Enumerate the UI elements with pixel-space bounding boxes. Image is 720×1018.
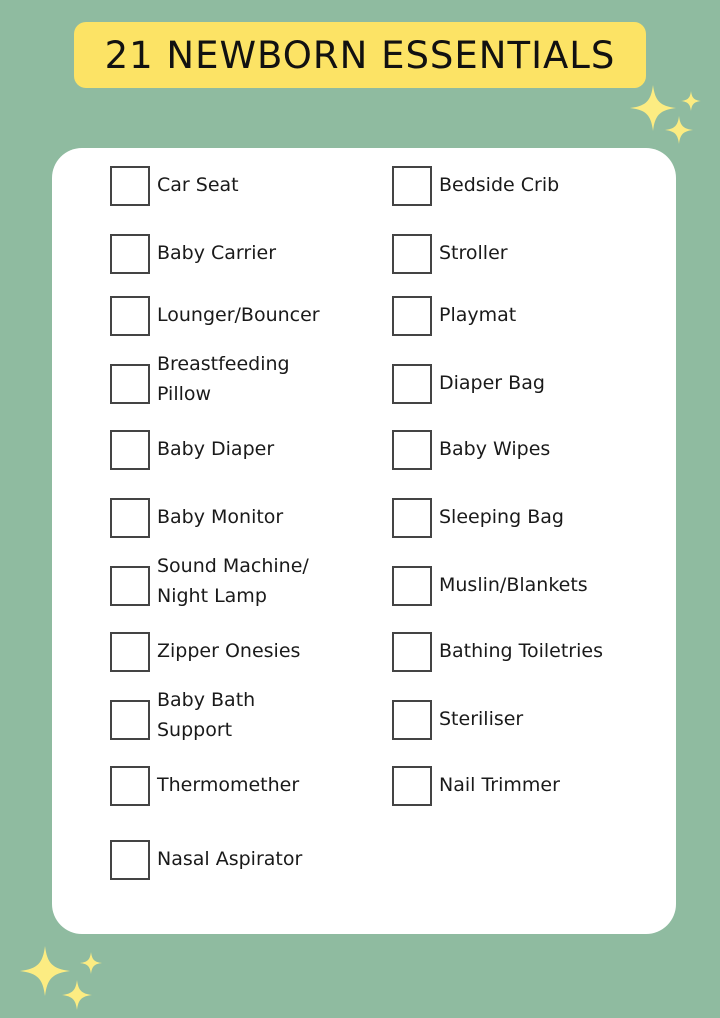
checklist-item[interactable] [110, 555, 380, 607]
checkbox[interactable] [110, 566, 150, 606]
checklist-item[interactable] [392, 296, 662, 336]
checklist-item-label: Muslin/Blankets [439, 574, 588, 596]
checklist-item-label: Baby Wipes [439, 438, 551, 460]
checkbox[interactable] [392, 632, 432, 672]
checkbox[interactable] [110, 364, 150, 404]
checklist-item[interactable] [110, 166, 380, 206]
checklist-item[interactable] [392, 566, 662, 606]
checkbox[interactable] [110, 632, 150, 672]
checklist-item[interactable] [110, 632, 380, 672]
checklist-item-label: Baby Monitor [157, 506, 284, 528]
checklist-item[interactable] [392, 430, 662, 470]
checklist-item-label: Playmat [439, 304, 517, 326]
sparkle-medium-icon [62, 980, 92, 1010]
checklist-item-label: Diaper Bag [439, 372, 545, 394]
checklist-item[interactable] [110, 430, 380, 470]
checkbox[interactable] [392, 364, 432, 404]
checklist-item-label: Thermomether [157, 774, 300, 796]
checklist-item-label: Bathing Toiletries [439, 640, 603, 662]
checkbox[interactable] [110, 296, 150, 336]
checklist-item[interactable] [110, 296, 380, 336]
checklist-item[interactable] [392, 166, 662, 206]
checkbox[interactable] [392, 234, 432, 274]
sparkle-medium-icon [665, 116, 693, 144]
sparkle-small-icon [681, 91, 701, 111]
sparkle-small-shape [681, 91, 701, 111]
checklist-item-label: Stroller [439, 242, 508, 264]
checklist-item[interactable] [110, 498, 380, 538]
checkbox[interactable] [110, 166, 150, 206]
checklist-item-label: Bedside Crib [439, 174, 560, 196]
checklist-item-label: Baby Carrier [157, 242, 277, 264]
checklist-item[interactable] [392, 234, 662, 274]
checklist-item[interactable] [392, 364, 662, 404]
checkbox[interactable] [110, 766, 150, 806]
checkbox[interactable] [110, 840, 150, 880]
checkbox[interactable] [392, 700, 432, 740]
sparkle-medium-shape [62, 980, 92, 1010]
checklist-item-label: Sleeping Bag [439, 506, 564, 528]
checkbox[interactable] [392, 430, 432, 470]
checkbox[interactable] [392, 766, 432, 806]
checklist-item[interactable] [110, 766, 380, 806]
checklist-item-label: Baby Bath Support [157, 689, 256, 741]
checklist-item-label: Nail Trimmer [439, 774, 560, 796]
checklist-item-label: Sound Machine/ Night Lamp [157, 555, 309, 607]
sparkle-medium-shape [665, 116, 693, 144]
sparkle-small-shape [80, 952, 102, 974]
checklist-item[interactable] [392, 632, 662, 672]
checklist-item[interactable] [110, 353, 380, 405]
checklist-item-label: Car Seat [157, 174, 239, 196]
checklist-item-label: Lounger/Bouncer [157, 304, 320, 326]
checklist-item-label: Baby Diaper [157, 438, 275, 460]
checkbox[interactable] [392, 166, 432, 206]
checklist-item[interactable] [110, 689, 380, 741]
checklist-item[interactable] [392, 766, 662, 806]
checkbox[interactable] [392, 296, 432, 336]
checklist-item-label: Steriliser [439, 708, 524, 730]
checklist-item[interactable] [392, 700, 662, 740]
checkbox[interactable] [110, 234, 150, 274]
checklist-item[interactable] [392, 498, 662, 538]
checklist-item[interactable] [110, 840, 380, 880]
checkbox[interactable] [110, 430, 150, 470]
checkbox[interactable] [110, 498, 150, 538]
checkbox[interactable] [110, 700, 150, 740]
checkbox[interactable] [392, 498, 432, 538]
title-banner [74, 22, 646, 88]
checklist-item-label: Zipper Onesies [157, 640, 301, 662]
checklist-item[interactable] [110, 234, 380, 274]
page-title: 21 NEWBORN ESSENTIALS [104, 33, 616, 77]
checklist-item-label: Nasal Aspirator [157, 848, 303, 870]
checklist-card [52, 148, 676, 934]
checkbox[interactable] [392, 566, 432, 606]
checklist-item-label: Breastfeeding Pillow [157, 353, 290, 405]
sparkle-small-icon [80, 952, 102, 974]
